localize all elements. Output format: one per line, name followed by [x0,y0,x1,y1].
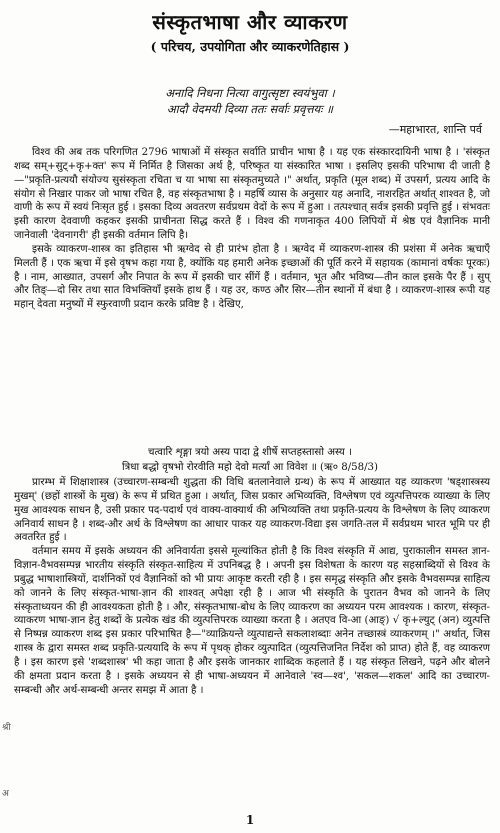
epigraph-line-1: अनादि निधना नित्या वागुत्सृष्टा स्वयंभुवा । [165,86,335,100]
epigraph-source: —महाभारत, शान्ति पर्व [388,123,482,136]
rigveda-quote-line-1: चत्वारि शृङ्गा त्रयो अस्य पादा द्वे शीर्षे सप्तहस्तासो अस्य । [148,447,352,458]
margin-mark-1: श्री [2,723,11,733]
paragraph-3: प्रारम्भ में शिक्षाशास्त्र (उच्चारण-सम्बन्धी शुद्धता की विधि बतलानेवाले ग्रन्थ) के रूप में आख्यात यह व्याकरण 'षड्शास्त्रस्य मुखम्' (छहों शास्त्रों के मुख) के रूप में प्रथित हुआ । अर्थात्, जिस प्रकार अभिव्यक्ति, विश्लेषण एवं व्युत्पत्तिपरक व्याख्या के लिए मुख आवश्यक साधन है, उसी प्रकार पद-पदार्थ एवं वाक्य-वाक्यार्थ की अभिव्यक्ति तथा प्रकृति-प्रत्यय के विश्लेषण के लिए व्याकरण अनिवार्य साधन है । शब्द-और अर्थ के विश्लेषण का आधार पाकर यह व्याकरण-विद्या इस जगति-तल में सर्वप्रथम भारत भूमि पर ही अवतरित हुई । [14,477,490,544]
page-number: 1 [245,813,255,827]
body-text-bottom [14,476,490,698]
page-subtitle: ( परिचय, उपयोगिता और व्याकरणेतिहास ) [150,39,350,54]
paragraph-1: विश्व की अब तक परिगणित 2796 भाषाओं में संस्कृत सर्वाति प्राचीन भाषा है । यह एक संस्कारदायिनी भाषा है । 'संस्कृत शब्द सम्+सुट्+कृ+क्त' रूप में निर्मित है जिसका अर्थ है, परिष्कृत या संस्कारित भाषा । इसलिए इसकी परिभाषा दी जाती है—"प्रकृति-प्रत्ययौ संयोज्य सुसंस्कृता रचिता च या भाषा सा संस्कृतमुच्यते ।" अर्थात्, प्रकृति (मूल शब्द) में उपसर्ग, प्रत्यय आदि के संयोग से निखार पाकर जो भाषा रचित है, वह संस्कृतभाषा है । महर्षि व्यास के अनुसार यह अनादि, नाशरहित अर्थात् शाश्वत है, जो वाणी के रूप में स्वयं निःसृत हुई । इसका दिव्य अवतरण सर्वप्रथम वेदों के रूप में हुआ । तत्पश्चात् सर्वत्र इसकी प्रवृत्ति हुई । संभवतः इसी कारण देववाणी कहकर इसकी प्राचीनता सिद्ध करते हैं । विश्व की गणनाकृत 400 लिपियों में श्रेष्ठ एवं वैज्ञानिक मानी जानेवाली 'देवनागरी' ही इसकी वर्तमान लिपि है। [14,147,490,242]
paragraph-2: इसके व्याकरण-शास्त्र का इतिहास भी ऋग्वेद से ही प्रारंभ होता है । ऋग्वेद में व्याकरण-शास्त्र की प्रशंसा में अनेक ऋचाएँ मिलती हैं । एक ऋचा में इसे वृषभ कहा गया है, क्योंकि यह हमारी अनेक इच्छाओं की पूर्ति करने में सहायक (कामानां वर्षकः पूरकः) है । नाम, आख्यात, उपसर्ग और निपात के रूप में इसकी चार सींगें हैं । वर्तमान, भूत और भविष्य—तीन काल इसके पैर हैं । सुप् और तिङ्—दो सिर तथा सात विभक्तियाँ इसके हाथ हैं । यह उर, कण्ठ और सिर—तीन स्थानों में बंधा है । व्याकरण-शास्त्र रूपी यह महान् देवता मनुष्यों में स्फुरवाणी प्रदान करके प्रविष्ट है । देखिए, [14,243,490,311]
page-title: संस्कृतभाषा और व्याकरण [152,10,348,34]
rigveda-quote-line-2: त्रिधा बद्धो वृषभो रोरवीति महो देवो मर्त्यां आ विवेश ॥ (ऋ० 8/58/3) [121,462,379,473]
epigraph-line-2: आदौ वेदमयी दिव्या ततः सर्वाः प्रवृत्तयः ॥ [166,102,334,116]
margin-mark-2: अ [2,789,9,799]
paragraph-4: वर्तमान समय में इसके अध्ययन की अनिवार्यता इससे मूल्यांकित होती है कि विश्व संस्कृति में आद्य, पुराकालीन समस्त ज्ञान-विज्ञान-वैभवसम्पन्न भारतीय संस्कृति संस्कृत-साहित्य में उपनिबद्ध है । अपनी इस विशेषता के कारण यह सहस्राब्दियों से विश्व के प्रबुद्ध भाषाशास्त्रियों, दार्शनिकों एवं वैज्ञानिकों को भी प्रायः आकृष्ट करती रही है । इस समृद्ध संस्कृति और इसके वैभवसम्पन्न साहित्य को जानने के लिए संस्कृत-भाषा-ज्ञान की शाश्वत् अपेक्षा रही है । आज भी संस्कृति के पुरातन वैभव को जानने के लिए संस्कृताध्ययन की ही आवश्यकता होती है । और, संस्कृतभाषा-बोध के लिए व्याकरण का अध्ययन परम आवश्यक । कारण, संस्कृत-व्याकरण भाषा-ज्ञान हेतु शब्दों के प्रत्येक खंड की व्युत्पत्तिपरक व्याख्या करता है । अतएव वि-आ (आङ्) √ कृ+ल्युट् (अन) व्युत्पत्ति से निष्पन्न व्याकरण शब्द इस प्रकार परिभाषित है—"व्याक्रियन्ते व्युत्पाद्यन्ते सकलाशब्दाः अनेन तच्छास्त्रं व्याकरणम् ।" अर्थात्, जिस शास्त्र के द्वारा समस्त शब्द प्रकृति-प्रत्ययादि के रूप में पृथक् होकर व्युत्पादित (व्युत्पत्तिजनित निर्देश को प्राप्त) होते हैं, वह व्याकरण है । इस कारण इसे 'शब्दशास्त्र' भी कहा जाता है और इसके जानकार शाब्दिक कहलाते हैं । यह संस्कृत लिखने, पढ़ने और बोलने की क्षमता प्रदान करता है । इसके अध्ययन से ही भाषा-अध्ययन में आनेवाले 'स्व—श्व', 'सकल—शकल' आदि का उच्चारण-सम्बन्धी और अर्थ-सम्बन्धी अन्तर समझ में आता है । [14,546,490,696]
body-text-top [14,146,490,312]
